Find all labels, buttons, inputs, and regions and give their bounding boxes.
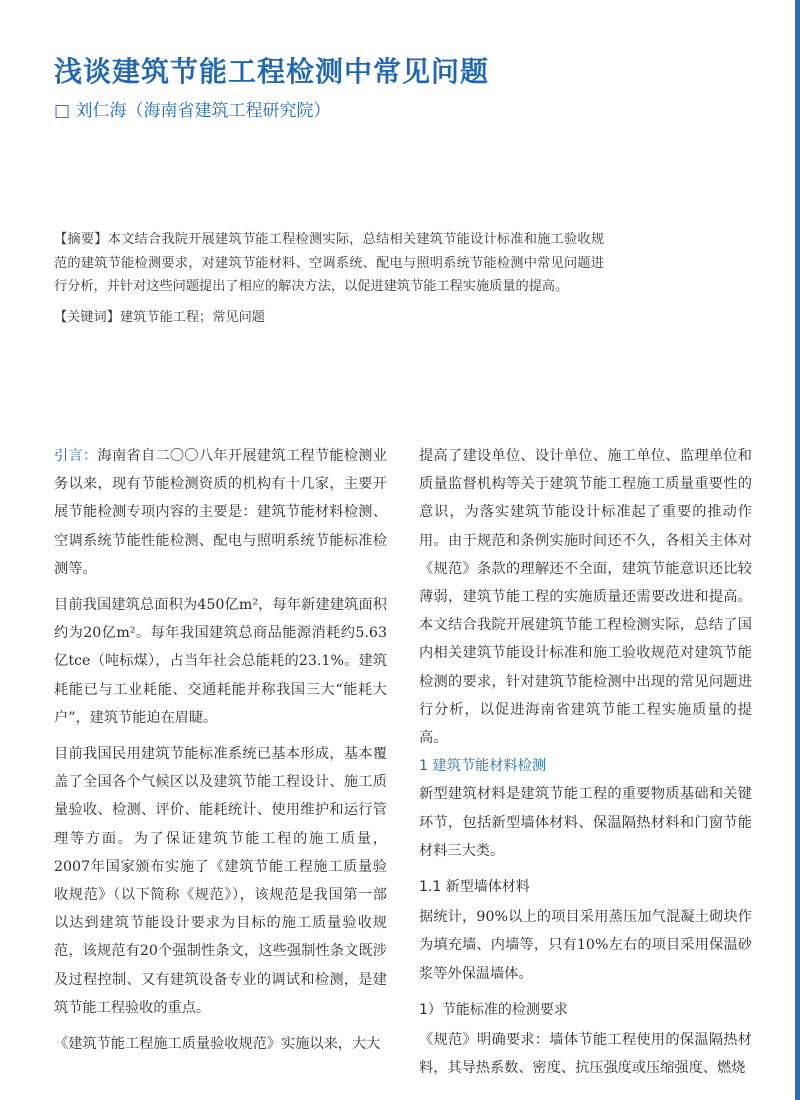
right-column [419, 442, 752, 1082]
right-paragraph-4: 《规范》明确要求：墙体节能工程使用的保温隔热材料，其导热系数、密度、抗压强度或压缩强度、燃烧 [419, 1032, 752, 1077]
article-title: 浅谈建筑节能工程检测中常见问题 [54, 55, 490, 88]
item-heading-1: 1）节能标准的检测要求 [419, 1001, 568, 1018]
left-paragraph-3: 目前我国民用建筑节能标准系统已基本形成，基本覆盖了全国各个气候区以及建筑节能工程设计、施工质量验收、检测、评价、能耗统计、使用维护和运行管理等方面。为了保证建筑节能工程的施工质量，2007年国家颁布实施了《建筑节能工程施工质量验收规范》（以下简称《规范》），该规范是我国第一部以达到建筑节能设计要求为目标的施工质量验收规范，该规范有20个强制性条文，这些强制性条文既涉及过程控制、又有建筑设备专业的调试和检测，是建筑节能工程验收的重点。 [54, 746, 387, 1016]
right-paragraph-1: 提高了建设单位、设计单位、施工单位、监理单位和质量监督机构等关于建筑节能工程施工质量重要性的意识，为落实建筑节能设计标准起了重要的推动作用。由于规范和条例实施时间还不久，各相关主体对《规范》条款的理解还不全面，建筑节能意识还比较薄弱，建筑节能工程的实施质量还需要改进和提高。本文结合我院开展建筑节能工程检测实际，总结了国内相关建筑节能设计标准和施工验收规范对建筑节能检测的要求，针对建筑节能检测中出现的常见问题进行分析，以促进海南省建筑节能工程实施质量的提高。 [419, 448, 752, 747]
keywords-label: 【关键词】 [54, 309, 120, 325]
author-line: □ 刘仁海（海南省建筑工程研究院） [54, 101, 331, 121]
keywords-text: 建筑节能工程；常见问题 [119, 309, 265, 325]
page-edge-stripe [795, 0, 800, 1100]
left-paragraph-2: 目前我国建筑总面积为450亿m²，每年新建建筑面积约为20亿m²。每年我国建筑总商品能源消耗约5.63亿tce（吨标煤），占当年社会总能耗的23.1%。建筑耗能已与工业耗能、交通耗能并称我国三大“能耗大户”，建筑节能迫在眉睫。 [54, 597, 387, 726]
right-paragraph-2: 新型建筑材料是建筑节能工程的重要物质基础和关键环节，包括新型墙体材料、保温隔热材料和门窗节能材料三大类。 [419, 786, 752, 859]
left-column [54, 442, 387, 1058]
intro-text: 海南省自二〇〇八年开展建筑工程节能检测业务以来，现有节能检测资质的机构有十几家，主要开展节能检测专项内容的主要是：建筑节能材料检测、空调系统节能性能检测、配电与照明系统节能标准检测等。 [54, 448, 387, 577]
intro-paragraph [54, 442, 387, 583]
abstract-text: 本文结合我院开展建筑节能工程检测实际，总结相关建筑节能设计标准和施工验收规范的建筑节能检测要求，对建筑节能材料、空调系统、配电与照明系统节能检测中常见问题进行分析，并针对这些问题提出了相应的解决方法，以促进建筑节能工程实施质量的提高。 [54, 232, 605, 294]
left-paragraph-4: 《建筑节能工程施工质量验收规范》实施以来，大大 [54, 1036, 381, 1053]
right-paragraph-3: 据统计，90%以上的项目采用蒸压加气混凝土砌块作为填充墙、内墙等，只有10%左右的项目采用保温砂浆等外保温墙体。 [419, 909, 752, 982]
abstract-label: 【摘要】 [54, 232, 108, 247]
intro-label: 引言： [54, 448, 98, 464]
subsection-heading-1-1: 1.1 新型墙体材料 [419, 879, 530, 896]
keywords-paragraph [54, 306, 604, 330]
abstract-block [54, 228, 604, 329]
section-heading-1: 1 建筑节能材料检测 [419, 758, 547, 775]
abstract-paragraph [54, 228, 604, 299]
